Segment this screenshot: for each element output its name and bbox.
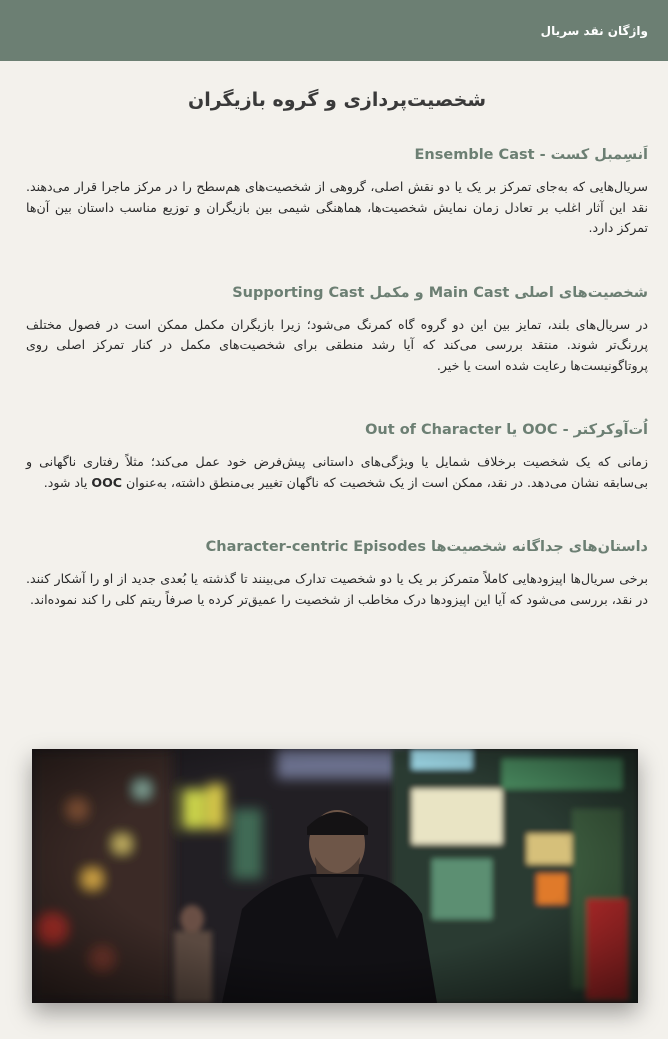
- page-title: شخصیت‌پردازی و گروه بازیگران: [187, 89, 487, 111]
- section-body: سریال‌هایی که به‌جای تمرکز بر یک یا دو نقش اصلی، گروهی از شخصیت‌های هم‌سطح را در مرکز ماجرا قرار می‌دهند. نقد این آثار اغلب بر تعادل زمان نمایش شخصیت‌ها، هماهنگی شیمی بین بازیگران و توزیع مناسب داستان بین آن‌ها تمرکز دارد.: [26, 179, 648, 235]
- section-body: برخی سریال‌ها اپیزودهایی کاملاً متمرکز بر یک یا دو شخصیت تدارک می‌بینند تا گذشته یا بُعدی جدید از او را آشکار کنند. در نقد، بررسی می‌شود که آیا این اپیزودها درک مخاطب از شخصیت را عمیق‌تر کرده یا صرفاً ریتم کلی را کند نموده‌اند.: [26, 571, 648, 607]
- section-heading: اَنسِمبل کست - Ensemble Cast: [414, 147, 648, 163]
- section-heading: شخصیت‌های اصلی Main Cast و مکمل Supporting Cast: [232, 284, 648, 301]
- section-heading: اُت‌آوکرکتر - OOC یا Out of Character: [365, 422, 648, 438]
- section-body: در سریال‌های بلند، تمایز بین این دو گروه گاه کمرنگ می‌شود؛ زیرا بازیگران مکمل ممکن است در فصول مختلف پررنگ‌تر شوند. منتقد بررسی می‌کند که آیا رشد منطقی برای شخصیت‌های مکمل در کنار تمرکز اصلی روی پروتاگونیست‌ها رعایت شده است یا خیر.: [26, 316, 648, 373]
- body-text: زمانی که یک شخصیت برخلاف شمایل یا ویژگی‌های داستانی پیش‌فرض خود عمل می‌کند؛ مثلاً رفتاری ناگهانی و بی‌سابقه نشان می‌دهد. در نقد، ممکن است از یک شخصیت که ناگهان تغییر بی‌منطق داشته، به‌عنوان: [26, 454, 648, 490]
- ooc-term: OOC: [91, 474, 123, 490]
- site-header: [0, 0, 668, 61]
- body-text: یاد شود.: [43, 474, 92, 490]
- article-image: [32, 749, 638, 1003]
- section-character-centric-episodes: [26, 537, 648, 610]
- section-heading: داستان‌های جداگانه شخصیت‌ها Character-centric Episodes: [205, 539, 648, 555]
- article: [0, 87, 668, 610]
- section-out-of-character: [26, 420, 648, 493]
- night-street-scene-image: [32, 749, 638, 1003]
- site-title[interactable]: واژگان نقد سریال: [540, 23, 648, 38]
- section-main-supporting-cast: [26, 283, 648, 377]
- section-body: [26, 452, 648, 493]
- section-ensemble-cast: [26, 145, 648, 239]
